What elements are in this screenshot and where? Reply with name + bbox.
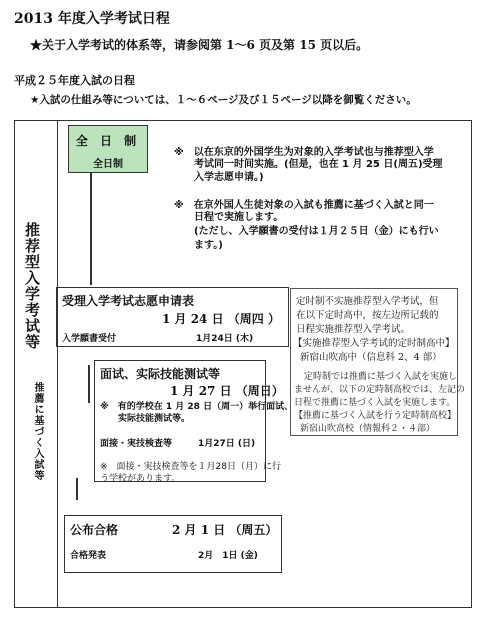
step-date-jp: 1月24日 (木) (196, 334, 254, 344)
step-date-jp: 1月27日 (日) (198, 439, 256, 449)
parttime-note-cn: 在以下定时高中，按左边所记载的 (296, 310, 439, 321)
step-date: 2 月 1 日 （周五） (172, 523, 278, 537)
note-text: ※ 在京外国人生徒対象の入試も推薦に基づく入試と同一 (174, 200, 434, 211)
step-title: 受理入学考试志愿申请表 (62, 294, 195, 308)
flow-line (76, 478, 78, 500)
step-note: ※ 有的学校在 1 月 28 日（周一）举行面试、 (100, 402, 294, 412)
flow-line (88, 365, 90, 403)
note-text: ます。) (194, 240, 223, 251)
step-date-jp: 2月 1日 (金) (198, 551, 258, 561)
parttime-note-jp: ませんが、以下の定時制高校では、左記の (294, 385, 466, 395)
note-text: ※ 以在东京的外国学生为对象的入学考试也与推荐型入学 (174, 147, 434, 158)
parttime-note-jp: 新宿山吹高校（情報科２・４部） (300, 424, 436, 434)
note-text: 入学志愿申请。) (194, 172, 264, 183)
side-label-cn: 推荐型入学考试等 (23, 222, 41, 350)
side-column (14, 120, 58, 608)
parttime-note-jp: 日程で推薦に基づく入試を実施します。 (294, 398, 456, 408)
note-text: (ただし、入学願書の受付は１月２５日（金）にも行い (194, 226, 439, 237)
page-title: 2013 年度入学考试日程 (14, 11, 170, 27)
badge-label-cn: 全 日 制 (75, 134, 141, 148)
parttime-note-cn: 【实施推荐型入学考试的定时制高中】 (293, 338, 455, 349)
step-title: 公布合格 (70, 523, 119, 537)
parttime-note-cn: 新宿山吹高中（信息科 2、4 部） (300, 352, 442, 363)
parttime-note-jp: 【推薦に基づく入試を行う定時制高校】 (294, 411, 457, 421)
intro-note-cn: ★关于入学考试的体系等，请参阅第 1～6 页及第 15 页以后。 (30, 38, 369, 52)
step-label-jp: 合格発表 (70, 551, 107, 561)
step-note: 实际技能测试等。 (118, 414, 191, 424)
step-date: 1 月 27 日 （周日） (170, 384, 284, 398)
step-label-jp: 入学願書受付 (62, 334, 117, 344)
parttime-note-cn: 日程实施推荐型入学考试。 (296, 324, 411, 335)
intro-note-jp: ★入試の仕組み等については、１～６ページ及び１５ページ以降を御覧ください。 (30, 94, 417, 106)
fulltime-badge (68, 125, 148, 173)
note-text: 日程で実施します。 (194, 212, 284, 223)
parttime-note-cn: 定时制不实施推荐型入学考试，但 (296, 296, 439, 307)
step-note-jp: ※ 面接・実技検査等を１月28日（月）に行 (100, 462, 281, 472)
step-date: 1 月 24 日 （周四 ） (162, 312, 280, 326)
step-label-jp: 面接・実技検査等 (100, 439, 173, 449)
note-text: 考试同一时间实施。(但是，也在 1 月 25 日(周五)受理 (194, 159, 443, 170)
badge-label-jp: 全日制 (93, 159, 123, 170)
side-label-jp: 推薦に基づく入試等 (32, 382, 43, 481)
step-note-jp: う学校があります。 (100, 474, 181, 484)
step-title: 面试、实际技能测试等 (100, 367, 221, 381)
schedule-title-jp: 平成２５年度入試の日程 (14, 74, 135, 87)
parttime-note-jp: 定時制では推薦に基づく入試を実施し (304, 372, 458, 382)
flow-line (90, 173, 92, 285)
